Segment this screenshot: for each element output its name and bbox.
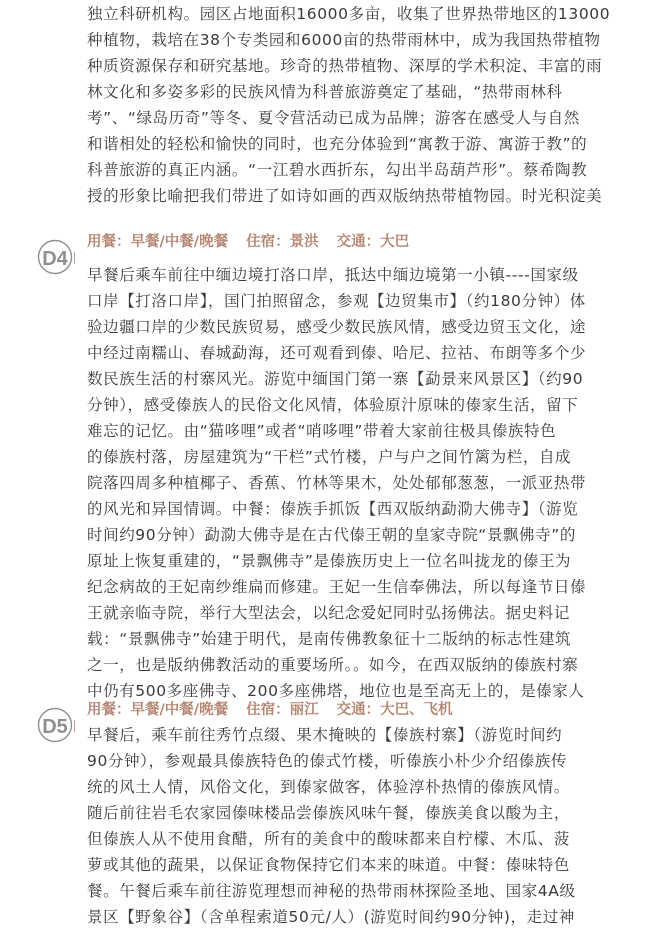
transport-label: 交通： <box>336 702 381 718</box>
meals-value: 早餐/中餐/晚餐 <box>130 234 229 250</box>
intro-line: 种植物，栽培在38个专类园和6000亩的热带雨林中，成为我国热带植物 <box>87 31 601 49</box>
day-divider-d4 <box>74 252 75 264</box>
intro-line: 授的形象比喻把我们带进了如诗如画的西双版纳热带植物园。时光积淀美 <box>87 187 603 205</box>
day-badge-icon <box>34 236 78 280</box>
intro-line: 和谐相处的轻松和愉快的同时，也充分体验到“寓教于游、寓游于教”的 <box>87 135 588 153</box>
transport-value: 大巴、飞机 <box>380 702 453 718</box>
day-meta-d4 <box>87 232 627 252</box>
day-line: 难忘的记忆。由“猫哆哩”或者“哨哆哩”带着大家前往极具傣族特色 <box>87 422 557 440</box>
stay-label: 住宿： <box>246 702 290 718</box>
intro-line: 种质资源保存和研究基地。珍奇的热带植物、深厚的学术积淀、丰富的雨 <box>87 57 603 75</box>
transport-label: 交通： <box>336 234 381 250</box>
day-line: 早餐后，乘车前往秀竹点缀、果木掩映的【傣族村寨】（游览时间约 <box>87 726 563 744</box>
day-badge-d5 <box>34 704 78 748</box>
day-badge-d4 <box>34 236 78 280</box>
intro-paragraph <box>87 1 627 209</box>
intro-line: 林文化和多姿多彩的民族风情为科普旅游奠定了基础，“热带雨林科 <box>87 83 563 101</box>
stay-label: 住宿： <box>246 234 290 250</box>
day-line: 随后前往岩毛农家园傣味楼品尝傣族风味午餐，傣族美食以酸为主， <box>87 804 571 822</box>
meals-label: 用餐： <box>87 702 131 718</box>
day-line: 分钟），感受傣族人的民俗文化风情，体验原汁原味的傣家生活，留下 <box>87 396 579 414</box>
day-badge-icon <box>34 704 78 748</box>
intro-line: 考”、“绿岛历奇”等冬、夏令营活动已成为品牌；游客在感受人与自然 <box>87 109 580 127</box>
transport-value: 大巴 <box>380 234 410 250</box>
day-line: 但傣族人从不使用食醋，所有的美食中的酸味都来自柠檬、木瓜、菠 <box>87 830 571 848</box>
day-line: 餐。午餐后乘车前往游览理想而神秘的热带雨林探险圣地、国家4A级 <box>87 882 576 900</box>
intro-line: 独立科研机构。园区占地面积16000多亩，收集了世界热带地区的13000 <box>87 5 611 23</box>
stay-value: 丽江 <box>289 702 319 718</box>
stay-value: 景洪 <box>289 234 319 250</box>
day-line: 早餐后乘车前往中缅边境打洛口岸，抵达中缅边境第一小镇----国家级 <box>87 266 579 284</box>
day-line: 时间约90分钟）勐泐大佛寺是在古代傣王朝的皇家寺院“景飘佛寺”的 <box>87 526 576 544</box>
day-line: 王就亲临寺院，举行大型法会，以纪念爱妃同时弘扬佛法。据史料记 <box>87 604 571 622</box>
intro-line: 科普旅游的真正内涵。“一江碧水西折东，勾出半岛葫芦形”。蔡希陶教 <box>87 161 588 179</box>
day-line: 口岸【打洛口岸】，国门拍照留念，参观【边贸集市】（约180分钟）体 <box>87 292 586 310</box>
day-line: 数民族生活的村寨风光。游览中缅国门第一寨【勐景来风景区】（约90 <box>87 370 584 388</box>
day-line: 纪念病故的王妃南纱维扁而修建。王妃一生信奉佛法，所以每逢节日傣 <box>87 578 587 596</box>
day-description-d5 <box>87 722 627 930</box>
day-line: 院落四周多种植椰子、香蕉、竹林等果木，处处郁郁葱葱，一派亚热带 <box>87 474 587 492</box>
day-line: 中经过南糯山、春城勐海，还可观看到傣、哈尼、拉祜、布朗等多个少 <box>87 344 587 362</box>
day-line: 90分钟），参观最具傣族特色的傣式竹楼，听傣族小朴少介绍傣族传 <box>87 752 568 770</box>
day-badge-text: D4 <box>42 248 68 270</box>
day-line: 验边疆口岸的少数民族贸易，感受少数民族风情，感受边贸玉文化，途 <box>87 318 587 336</box>
day-line: 原址上恢复重建的，“景飘佛寺”是傣族历史上一位名叫拢龙的傣王为 <box>87 552 572 570</box>
day-meta-d5 <box>87 700 627 720</box>
day-line: 的傣族村落，房屋建筑为“干栏”式竹楼，户与户之间竹篱为栏，自成 <box>87 448 572 466</box>
day-line: 萝或其他的蔬果，以保证食物保持它们本来的味道。中餐：傣味特色 <box>87 856 571 874</box>
meals-value: 早餐/中餐/晚餐 <box>130 702 229 718</box>
meals-label: 用餐： <box>87 234 131 250</box>
day-line: 的风光和异国情调。中餐：傣族手抓饭【西双版纳勐泐大佛寺】（游览 <box>87 500 579 518</box>
day-description-d4 <box>87 262 627 704</box>
day-line: 景区【野象谷】（含单程索道50元/人）(游览时间约90分钟)，走过神 <box>87 908 575 926</box>
day-line: 中仍有500多座佛寺、200多座佛塔，地位也是至高无上的，是傣家人 <box>87 682 585 700</box>
day-badge-text: D5 <box>42 716 68 738</box>
day-divider-d5 <box>74 720 75 732</box>
day-line: 载：“景飘佛寺”始建于明代，是南传佛教象征十二版纳的标志性建筑 <box>87 630 572 648</box>
day-line: 统的风土人情，风俗文化，到傣家做客，体验淳朴热情的傣族风情。 <box>87 778 571 796</box>
day-line: 之一，也是版纳佛教活动的重要场所。。如今，在西双版纳的傣族村寨 <box>87 656 579 674</box>
